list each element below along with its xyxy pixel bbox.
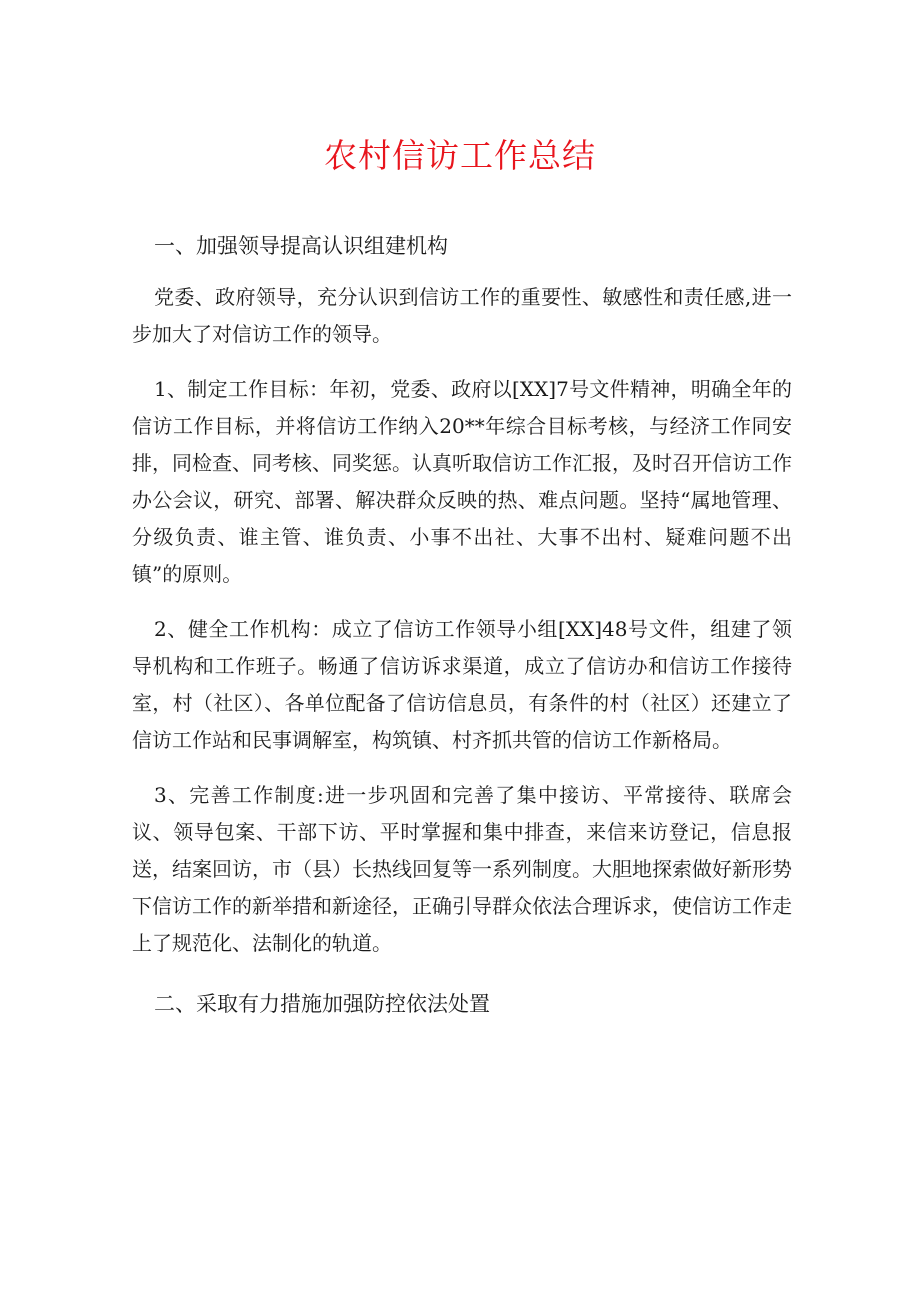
section-heading-1: 一、加强领导提高认识组建机构 (154, 234, 448, 258)
item-1-paragraph: 1、制定工作目标：年初，党委、政府以[XX]7号文件精神，明确全年的信访工作目标，并将信访工作纳入20**年综合目标考核，与经济工作同安排，同检查、同考核、同奖惩。认真听取信访工作汇报，及时召开信访工作办公会议，研究、部署、解决群众反映的热、难点问题。坚持“属地管理、分级负责、谁主管、谁负责、小事不出社、大事不出村、疑难问题不出镇”的原则。 (132, 377, 792, 586)
item-3-paragraph: 3、完善工作制度:进一步巩固和完善了集中接访、平常接待、联席会议、领导包案、干部下访、平时掌握和集中排查，来信来访登记，信息报送，结案回访，市（县）长热线回复等一系列制度。大胆地探索做好新形势下信访工作的新举措和新途径，正确引导群众依法合理诉求，使信访工作走上了规范化、法制化的轨道。 (132, 783, 792, 955)
item-2-paragraph: 2、健全工作机构：成立了信访工作领导小组[XX]48号文件，组建了领导机构和工作班子。畅通了信访诉求渠道，成立了信访办和信访工作接待室，村（社区）、各单位配备了信访信息员，有条件的村（社区）还建立了信访工作站和民事调解室，构筑镇、村齐抓共管的信访工作新格局。 (132, 617, 792, 752)
document-body (132, 228, 792, 1023)
document-title: 农村信访工作总结 (324, 136, 596, 175)
intro-paragraph: 党委、政府领导，充分认识到信访工作的重要性、敏感性和责任感,进一步加大了对信访工作的领导。 (132, 285, 792, 346)
section-heading-2: 二、采取有力措施加强防控依法处置 (154, 992, 490, 1016)
